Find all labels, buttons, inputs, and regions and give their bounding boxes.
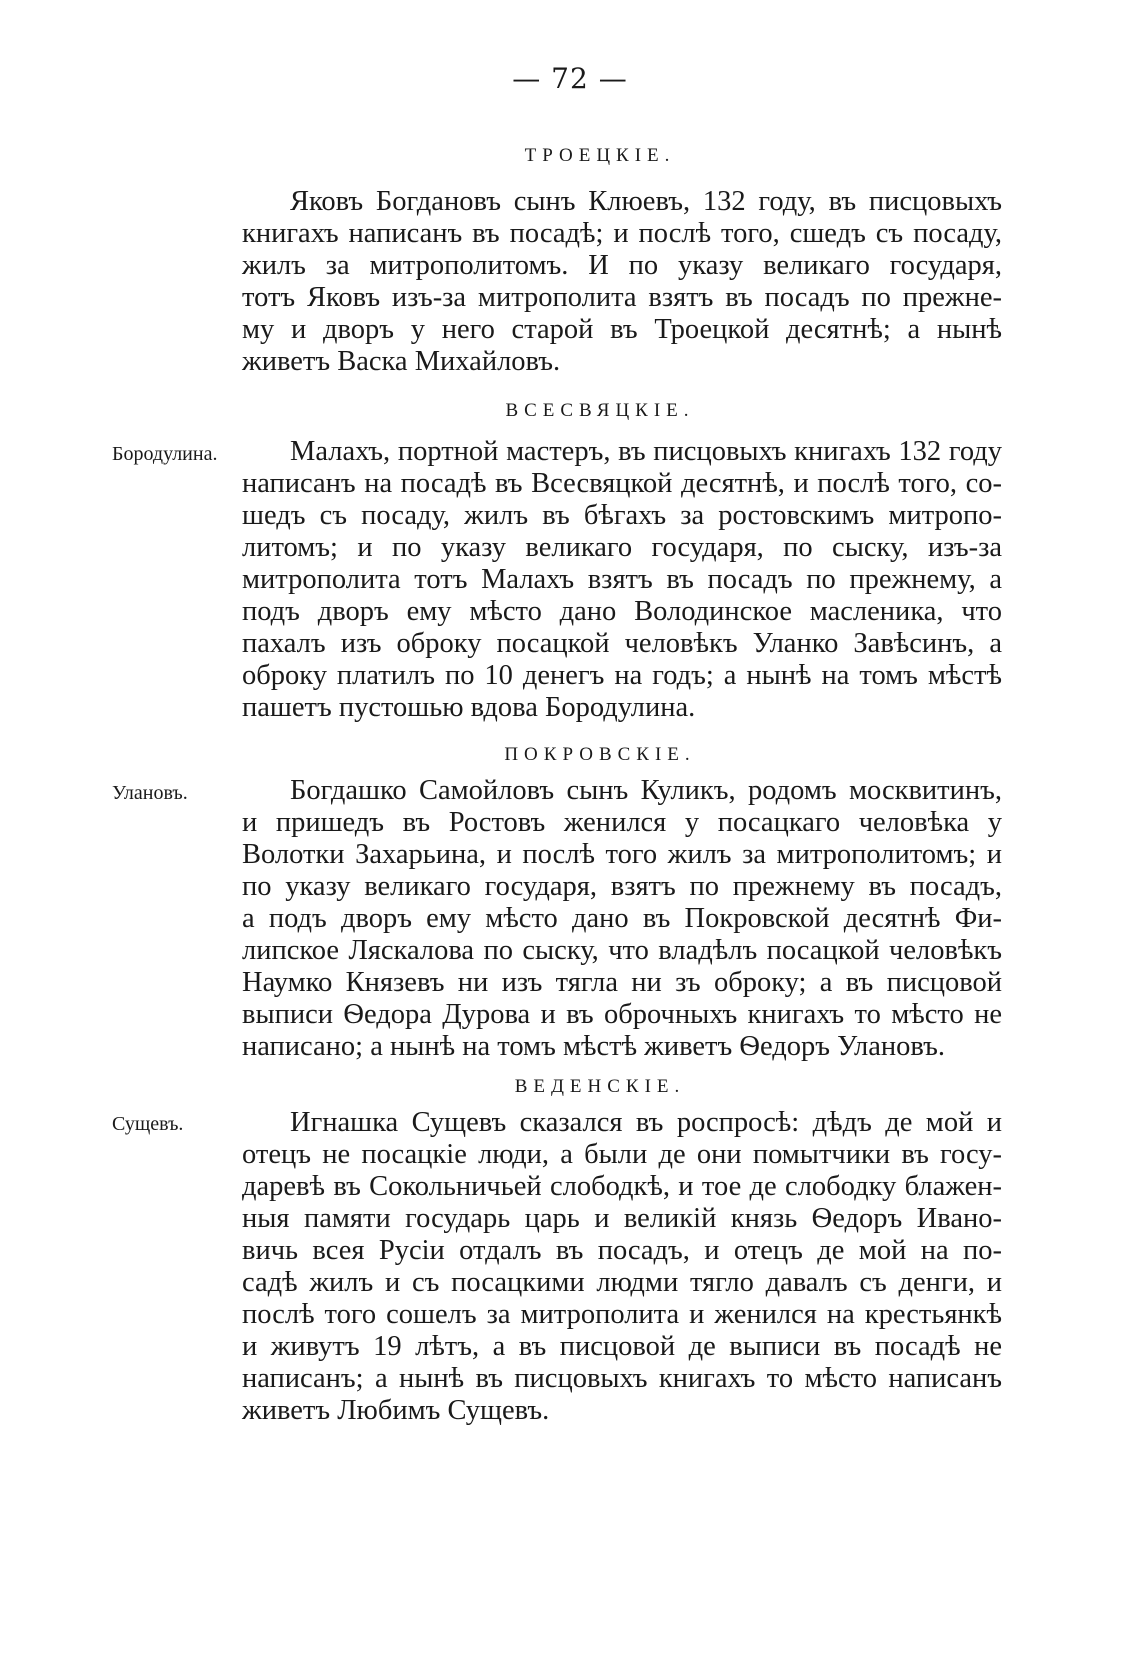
text-line: живетъ Васка Михайловъ. bbox=[242, 346, 561, 377]
text-line: пахалъ изъ оброку посацкой человѣкъ Уланко Завѣсинъ, а bbox=[242, 628, 1002, 659]
text-line: митрополита тотъ Малахъ взятъ въ посадъ по прежнему, а bbox=[242, 564, 1002, 595]
text-line: отецъ не посацкіе люди, а были де они помытчики въ госу- bbox=[242, 1139, 1002, 1170]
section-heading-vedenskie: ВЕДЕНСКІЕ. bbox=[514, 1076, 686, 1097]
page-number: — 72 — bbox=[512, 62, 628, 95]
text-line: Игнашка Сущевъ сказался въ роспросѣ: дѣдъ де мой и bbox=[290, 1107, 1002, 1138]
text-line: шедъ съ посаду, жилъ въ бѣгахъ за ростовскимъ митропо- bbox=[242, 500, 1002, 531]
paragraph-pokrovskie bbox=[242, 775, 1002, 1063]
text-line: Яковъ Богдановъ сынъ Клюевъ, 132 году, въ писцовыхъ bbox=[290, 186, 1002, 217]
text-line: подъ дворъ ему мѣсто дано Володинское масленика, что bbox=[242, 596, 1002, 627]
text-line: послѣ того сошелъ за митрополита и женился на крестьянкѣ bbox=[242, 1299, 1002, 1330]
text-line: Наумко Князевъ ни изъ тягла ни зъ оброку; а въ писцовой bbox=[242, 967, 1002, 998]
text-line: садѣ жилъ и съ посацкими людми тягло давалъ съ денги, и bbox=[242, 1267, 1002, 1298]
text-line: тотъ Яковъ изъ-за митрополита взятъ въ посадъ по прежне- bbox=[242, 282, 1002, 313]
text-line: жилъ за митрополитомъ. И по указу великаго государя, bbox=[242, 250, 1002, 281]
text-line: Богдашко Самойловъ сынъ Куликъ, родомъ москвитинъ, bbox=[290, 775, 1002, 806]
text-line: литомъ; и по указу великаго государя, по сыску, изъ-за bbox=[242, 532, 1002, 563]
text-line: ныя памяти государь царь и великій князь Ѳедоръ Ивано- bbox=[242, 1203, 1002, 1234]
text-line: оброку платилъ по 10 денегъ на годъ; а нынѣ на томъ мѣстѣ bbox=[242, 660, 1002, 691]
text-line: написанъ; а нынѣ въ писцовыхъ книгахъ то мѣсто написанъ bbox=[242, 1363, 1002, 1394]
text-line: му и дворъ у него старой въ Троецкой десятнѣ; а нынѣ bbox=[242, 314, 1002, 345]
text-line: живетъ Любимъ Сущевъ. bbox=[242, 1395, 550, 1426]
text-line: Малахъ, портной мастеръ, въ писцовыхъ книгахъ 132 году bbox=[290, 436, 1002, 467]
text-line: даревѣ въ Сокольничьей слободкѣ, и тое де слободку блажен- bbox=[242, 1171, 1002, 1202]
text-line: и живутъ 19 лѣтъ, а въ писцовой де выписи въ посадѣ не bbox=[242, 1331, 1002, 1362]
text-line: написанъ на посадѣ въ Всесвяцкой десятнѣ, и послѣ того, со- bbox=[242, 468, 1002, 499]
text-line: по указу великаго государя, взятъ по прежнему въ посадъ, bbox=[242, 871, 1002, 902]
text-line: пашетъ пустошью вдова Бородулина. bbox=[242, 692, 696, 723]
text-line: липское Ляскалова по сыску, что владѣлъ посацкой человѣкъ bbox=[242, 935, 1002, 966]
text-line: а подъ дворъ ему мѣсто дано въ Покровской десятнѣ Фи- bbox=[242, 903, 1002, 934]
paragraph-troetskie bbox=[242, 186, 1002, 378]
section-heading-troetskie: ТРОЕЦКІЕ. bbox=[524, 145, 676, 166]
text-line: и пришедъ въ Ростовъ женился у посацкаго человѣка у bbox=[242, 807, 1002, 838]
text-line: написано; а нынѣ на томъ мѣстѣ живетъ Ѳедоръ Улановъ. bbox=[242, 1031, 946, 1062]
paragraph-vsesvyatskie bbox=[242, 436, 1002, 724]
section-heading-vsesvyatskie: ВСЕСВЯЦКІЕ. bbox=[505, 400, 695, 421]
section-heading-pokrovskie: ПОКРОВСКІЕ. bbox=[504, 744, 696, 765]
text-line: книгахъ написанъ въ посадѣ; и послѣ того, сшедъ съ посаду, bbox=[242, 218, 1002, 249]
text-line: Волотки Захарьина, и послѣ того жилъ за митрополитомъ; и bbox=[242, 839, 1002, 870]
margin-note-sushchev: Сущевъ. bbox=[112, 1113, 184, 1135]
text-line: вичь всея Русіи отдалъ въ посадъ, и отецъ де мой на по- bbox=[242, 1235, 1002, 1266]
text-line: выписи Ѳедора Дурова и въ оброчныхъ книгахъ то мѣсто не bbox=[242, 999, 1002, 1030]
margin-note-borodulina: Бородулина. bbox=[112, 443, 218, 465]
paragraph-vedenskie bbox=[242, 1107, 1002, 1427]
margin-note-ulanov: Улановъ. bbox=[112, 782, 188, 804]
